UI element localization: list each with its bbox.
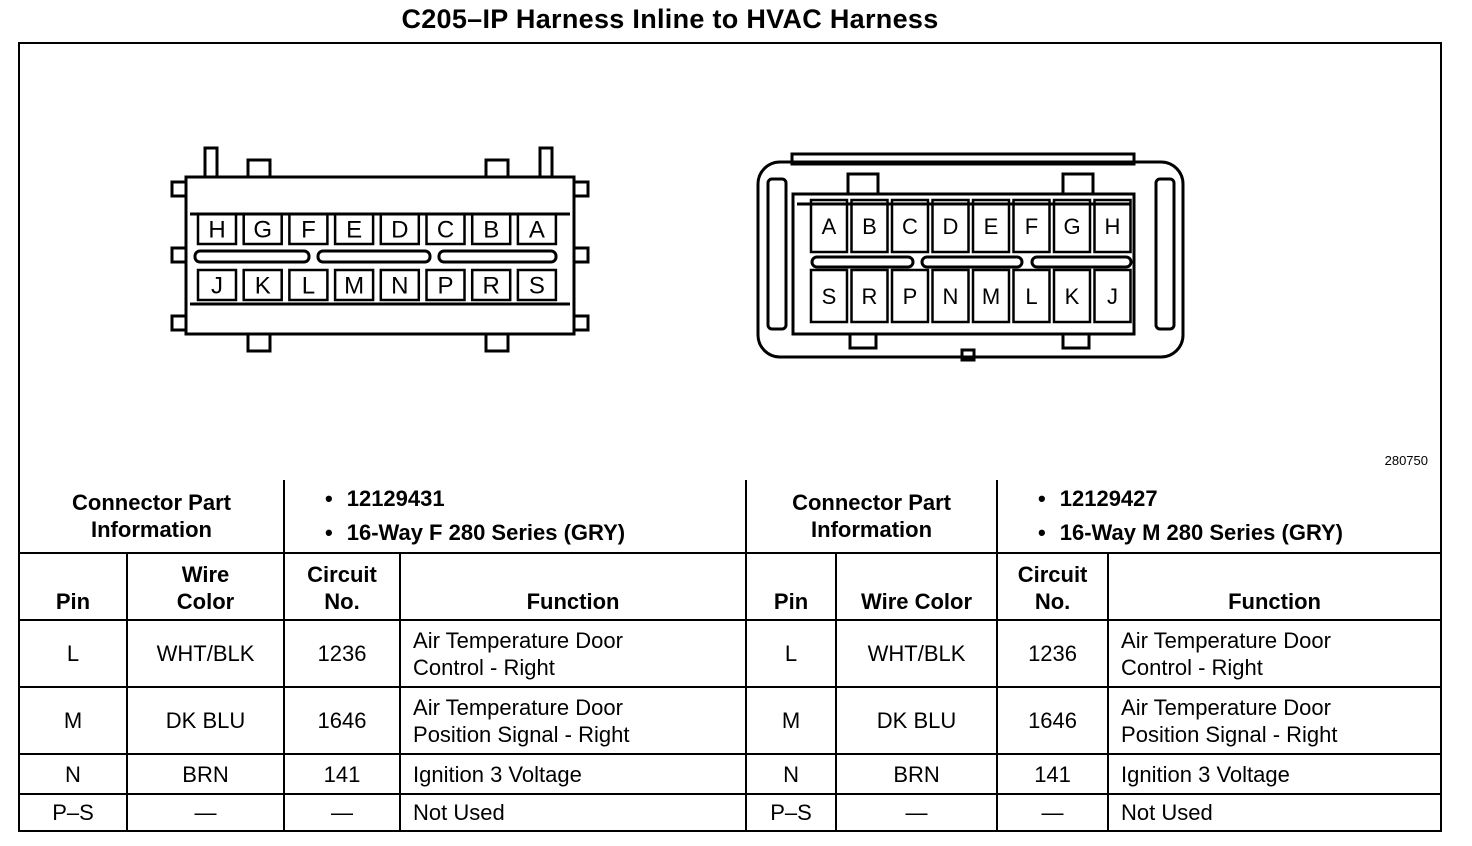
pin-letter: S — [528, 272, 545, 300]
pin-letter: A — [821, 213, 837, 239]
function-cell: Not Used — [1108, 794, 1440, 830]
pin-letter: D — [391, 216, 409, 244]
wire-color-cell: WHT/BLK — [836, 620, 997, 687]
wire-color-cell: DK BLU — [836, 687, 997, 754]
right-circuit-header: Circuit No. — [997, 553, 1108, 620]
pin-letter: C — [902, 213, 918, 239]
right-wire-color-header: Wire Color — [836, 553, 997, 620]
function-cell: Air Temperature Door Position Signal - Right — [1108, 687, 1440, 754]
function-cell: Ignition 3 Voltage — [400, 754, 746, 794]
right-part-info: • 12129427 • 16-Way M 280 Series (GRY) — [997, 480, 1440, 553]
pin-letter: N — [942, 283, 959, 309]
pin-letter: K — [1064, 283, 1080, 309]
pin-letter: B — [862, 213, 877, 239]
pin-letter: F — [301, 216, 316, 244]
left-function-header: Function — [400, 553, 746, 620]
function-cell: Not Used — [400, 794, 746, 830]
pin-cell: P–S — [20, 794, 127, 830]
pin-letter: A — [528, 216, 545, 244]
wire-color-cell: — — [127, 794, 284, 830]
document-frame — [18, 42, 1442, 832]
wire-color-cell: BRN — [127, 754, 284, 794]
pin-letter: H — [1104, 213, 1121, 239]
pin-cell: M — [746, 687, 836, 754]
left-part-info: • 12129431 • 16-Way F 280 Series (GRY) — [284, 480, 746, 553]
pin-letter: C — [436, 216, 455, 244]
wire-color-cell: — — [836, 794, 997, 830]
pin-letter: K — [254, 272, 271, 300]
pin-letter: H — [208, 216, 226, 244]
pin-letter: J — [211, 272, 223, 300]
pin-letter: F — [1024, 213, 1039, 239]
pin-letter: J — [1107, 283, 1118, 309]
function-cell: Air Temperature Door Position Signal - Right — [400, 687, 746, 754]
pin-letter: L — [301, 272, 316, 300]
circuit-cell: — — [997, 794, 1108, 830]
pin-letter: P — [437, 272, 454, 300]
male-connector — [758, 154, 1183, 360]
right-function-header: Function — [1108, 553, 1440, 620]
circuit-cell: 141 — [284, 754, 400, 794]
pin-letter: P — [902, 283, 918, 309]
function-cell: Ignition 3 Voltage — [1108, 754, 1440, 794]
circuit-cell: 1646 — [284, 687, 400, 754]
column-header-row — [20, 553, 1440, 620]
right-pin-header: Pin — [746, 553, 836, 620]
circuit-cell: 1236 — [284, 620, 400, 687]
pin-letter: G — [253, 216, 273, 244]
pin-cell: N — [20, 754, 127, 794]
pin-letter: N — [391, 272, 409, 300]
pin-cell: P–S — [746, 794, 836, 830]
connector-diagram — [20, 44, 1440, 480]
table-row — [20, 687, 1440, 754]
wire-color-cell: DK BLU — [127, 687, 284, 754]
page-title: C205–IP Harness Inline to HVAC Harness — [401, 4, 939, 34]
table-row — [20, 620, 1440, 687]
circuit-cell: — — [284, 794, 400, 830]
pin-letter: M — [344, 272, 365, 300]
pin-letter: S — [821, 283, 837, 309]
right-part-info-label: Connector Part Information — [746, 480, 997, 553]
circuit-cell: 141 — [997, 754, 1108, 794]
female-connector — [172, 148, 588, 351]
pin-letter: M — [981, 283, 1001, 309]
pinout-table — [20, 480, 1440, 830]
table-row — [20, 754, 1440, 794]
pin-letter: R — [482, 272, 500, 300]
circuit-cell: 1646 — [997, 687, 1108, 754]
left-pin-header: Pin — [20, 553, 127, 620]
table-row — [20, 794, 1440, 830]
pin-cell: L — [20, 620, 127, 687]
function-cell: Air Temperature Door Control - Right — [400, 620, 746, 687]
left-wire-color-header: Wire Color — [127, 553, 284, 620]
left-part-info-label: Connector Part Information — [20, 480, 284, 553]
pin-cell: N — [746, 754, 836, 794]
circuit-cell: 1236 — [997, 620, 1108, 687]
function-cell: Air Temperature Door Control - Right — [1108, 620, 1440, 687]
wire-color-cell: BRN — [836, 754, 997, 794]
pin-letter: D — [942, 213, 959, 239]
part-info-row — [20, 480, 1440, 553]
pin-cell: L — [746, 620, 836, 687]
pin-letter: B — [483, 216, 500, 244]
pin-letter: L — [1025, 283, 1038, 309]
pin-letter: G — [1063, 213, 1081, 239]
left-circuit-header: Circuit No. — [284, 553, 400, 620]
figure-number: 280750 — [1384, 453, 1428, 468]
pin-letter: E — [346, 216, 363, 244]
pin-cell: M — [20, 687, 127, 754]
wire-color-cell: WHT/BLK — [127, 620, 284, 687]
pin-letter: E — [983, 213, 999, 239]
pin-letter: R — [861, 283, 878, 309]
